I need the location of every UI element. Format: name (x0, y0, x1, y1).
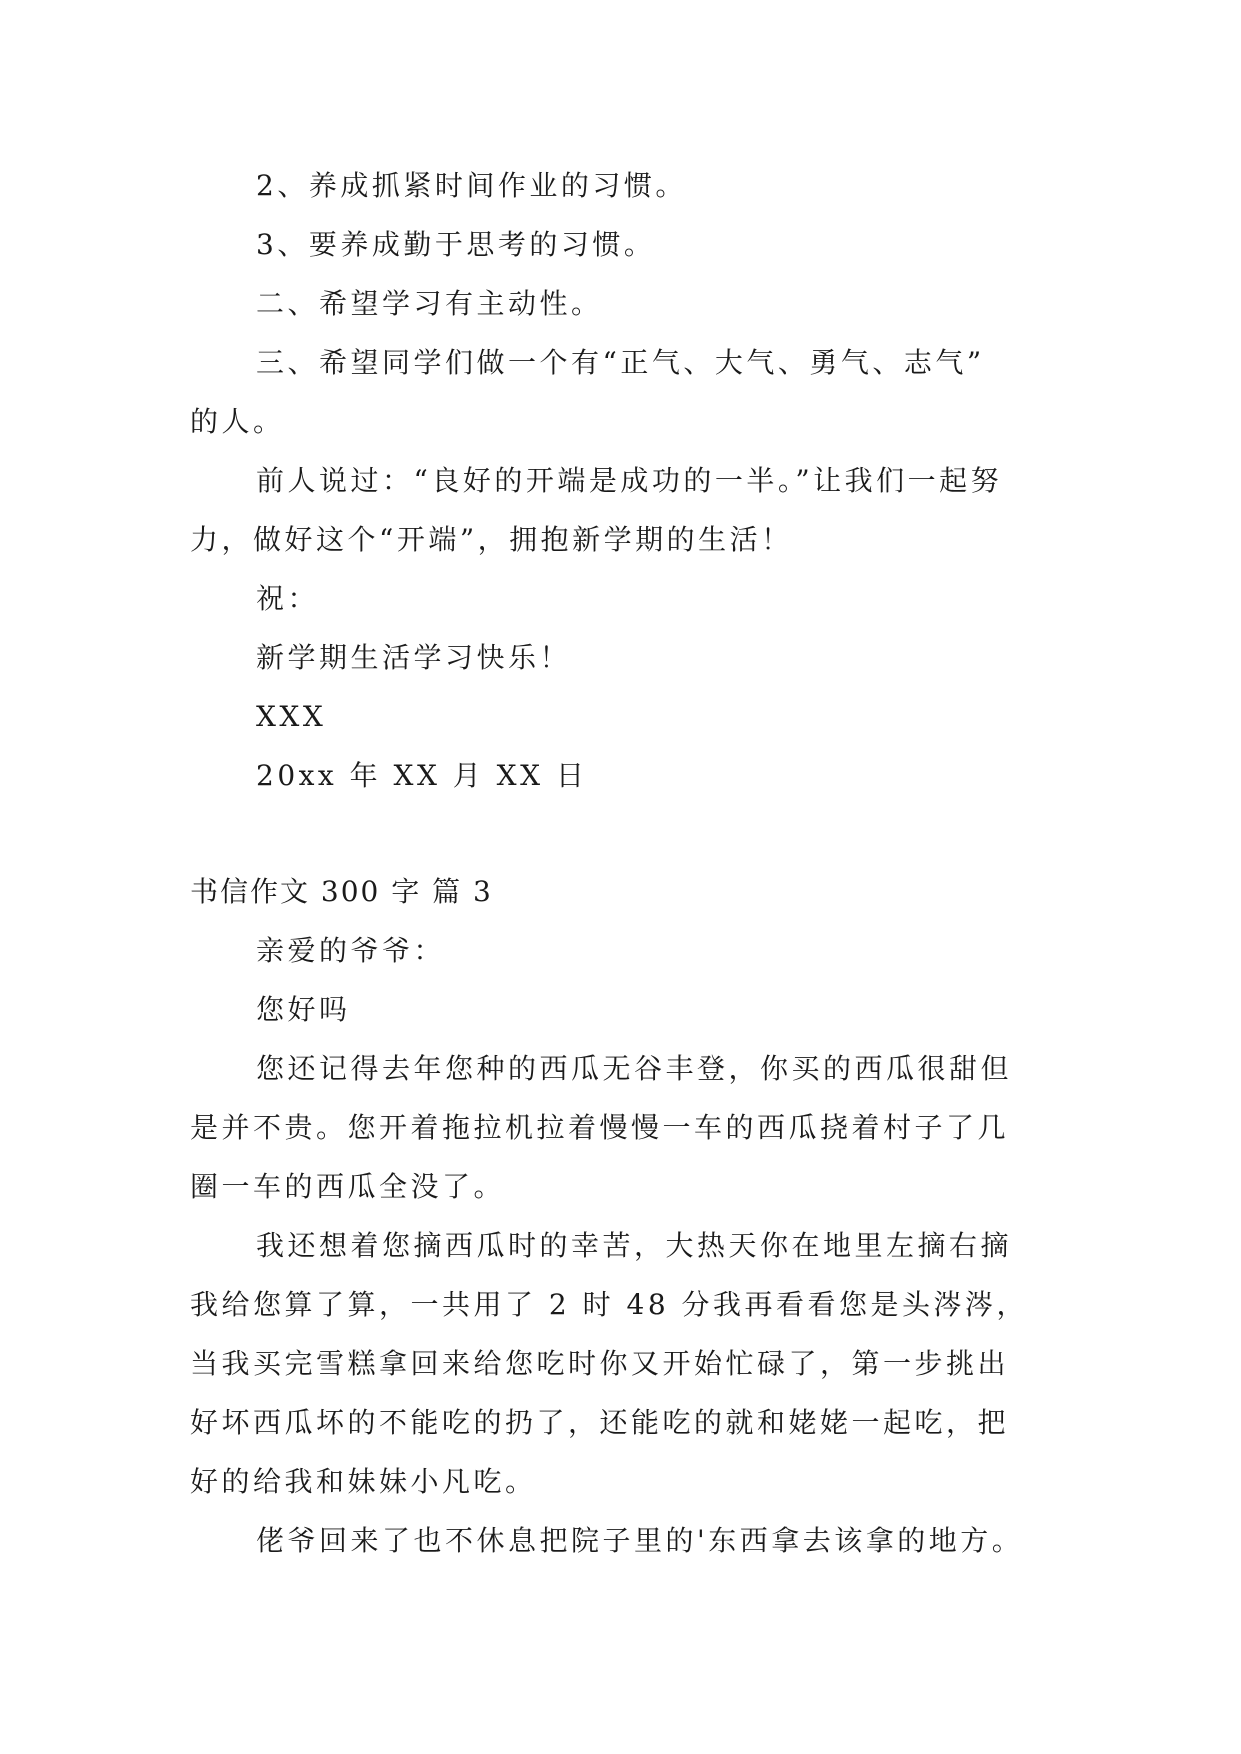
paragraph-line: 前人说过：“良好的开端是成功的一半。”让我们一起努 (256, 464, 1003, 497)
letter-date: 20xx 年 XX 月 XX 日 (256, 759, 588, 792)
paragraph-line: 我给您算了算，一共用了 2 时 48 分我再看看您是头涔涔， (190, 1288, 1029, 1321)
signature-name: XXX (256, 700, 327, 733)
paragraph-line: 二、希望学习有主动性。 (256, 287, 603, 320)
paragraph-line: 是并不贵。您开着拖拉机拉着慢慢一车的西瓜挠着村子了几 (190, 1111, 1010, 1144)
paragraph-line: 圈一车的西瓜全没了。 (190, 1170, 506, 1203)
paragraph-line: 新学期生活学习快乐！ (256, 641, 572, 674)
paragraph-line: 2、养成抓紧时间作业的习惯。 (256, 169, 687, 202)
paragraph-line: 三、希望同学们做一个有“正气、大气、勇气、志气” (256, 346, 985, 379)
section-heading: 书信作文 300 字 篇 3 (190, 875, 493, 908)
paragraph-line: 祝： (256, 582, 320, 615)
paragraph-line: 您好吗 (256, 993, 351, 1026)
paragraph-line: 好坏西瓜坏的不能吃的扔了，还能吃的就和姥姥一起吃，把 (190, 1406, 1010, 1439)
paragraph-line: 力，做好这个“开端”，拥抱新学期的生活！ (190, 523, 793, 556)
paragraph-line: 佬爷回来了也不休息把院子里的'东西拿去该拿的地方。 (256, 1524, 1024, 1557)
paragraph-line: 好的给我和妹妹小凡吃。 (190, 1465, 537, 1498)
paragraph-line: 我还想着您摘西瓜时的幸苦，大热天你在地里左摘右摘 (256, 1229, 1013, 1262)
paragraph-line: 3、要养成勤于思考的习惯。 (256, 228, 656, 261)
paragraph-line: 您还记得去年您种的西瓜无谷丰登，你买的西瓜很甜但 (256, 1052, 1013, 1085)
paragraph-line: 当我买完雪糕拿回来给您吃时你又开始忙碌了，第一步挑出 (190, 1347, 1010, 1380)
paragraph-line: 的人。 (190, 405, 285, 438)
paragraph-line: 亲爱的爷爷： (256, 934, 446, 967)
